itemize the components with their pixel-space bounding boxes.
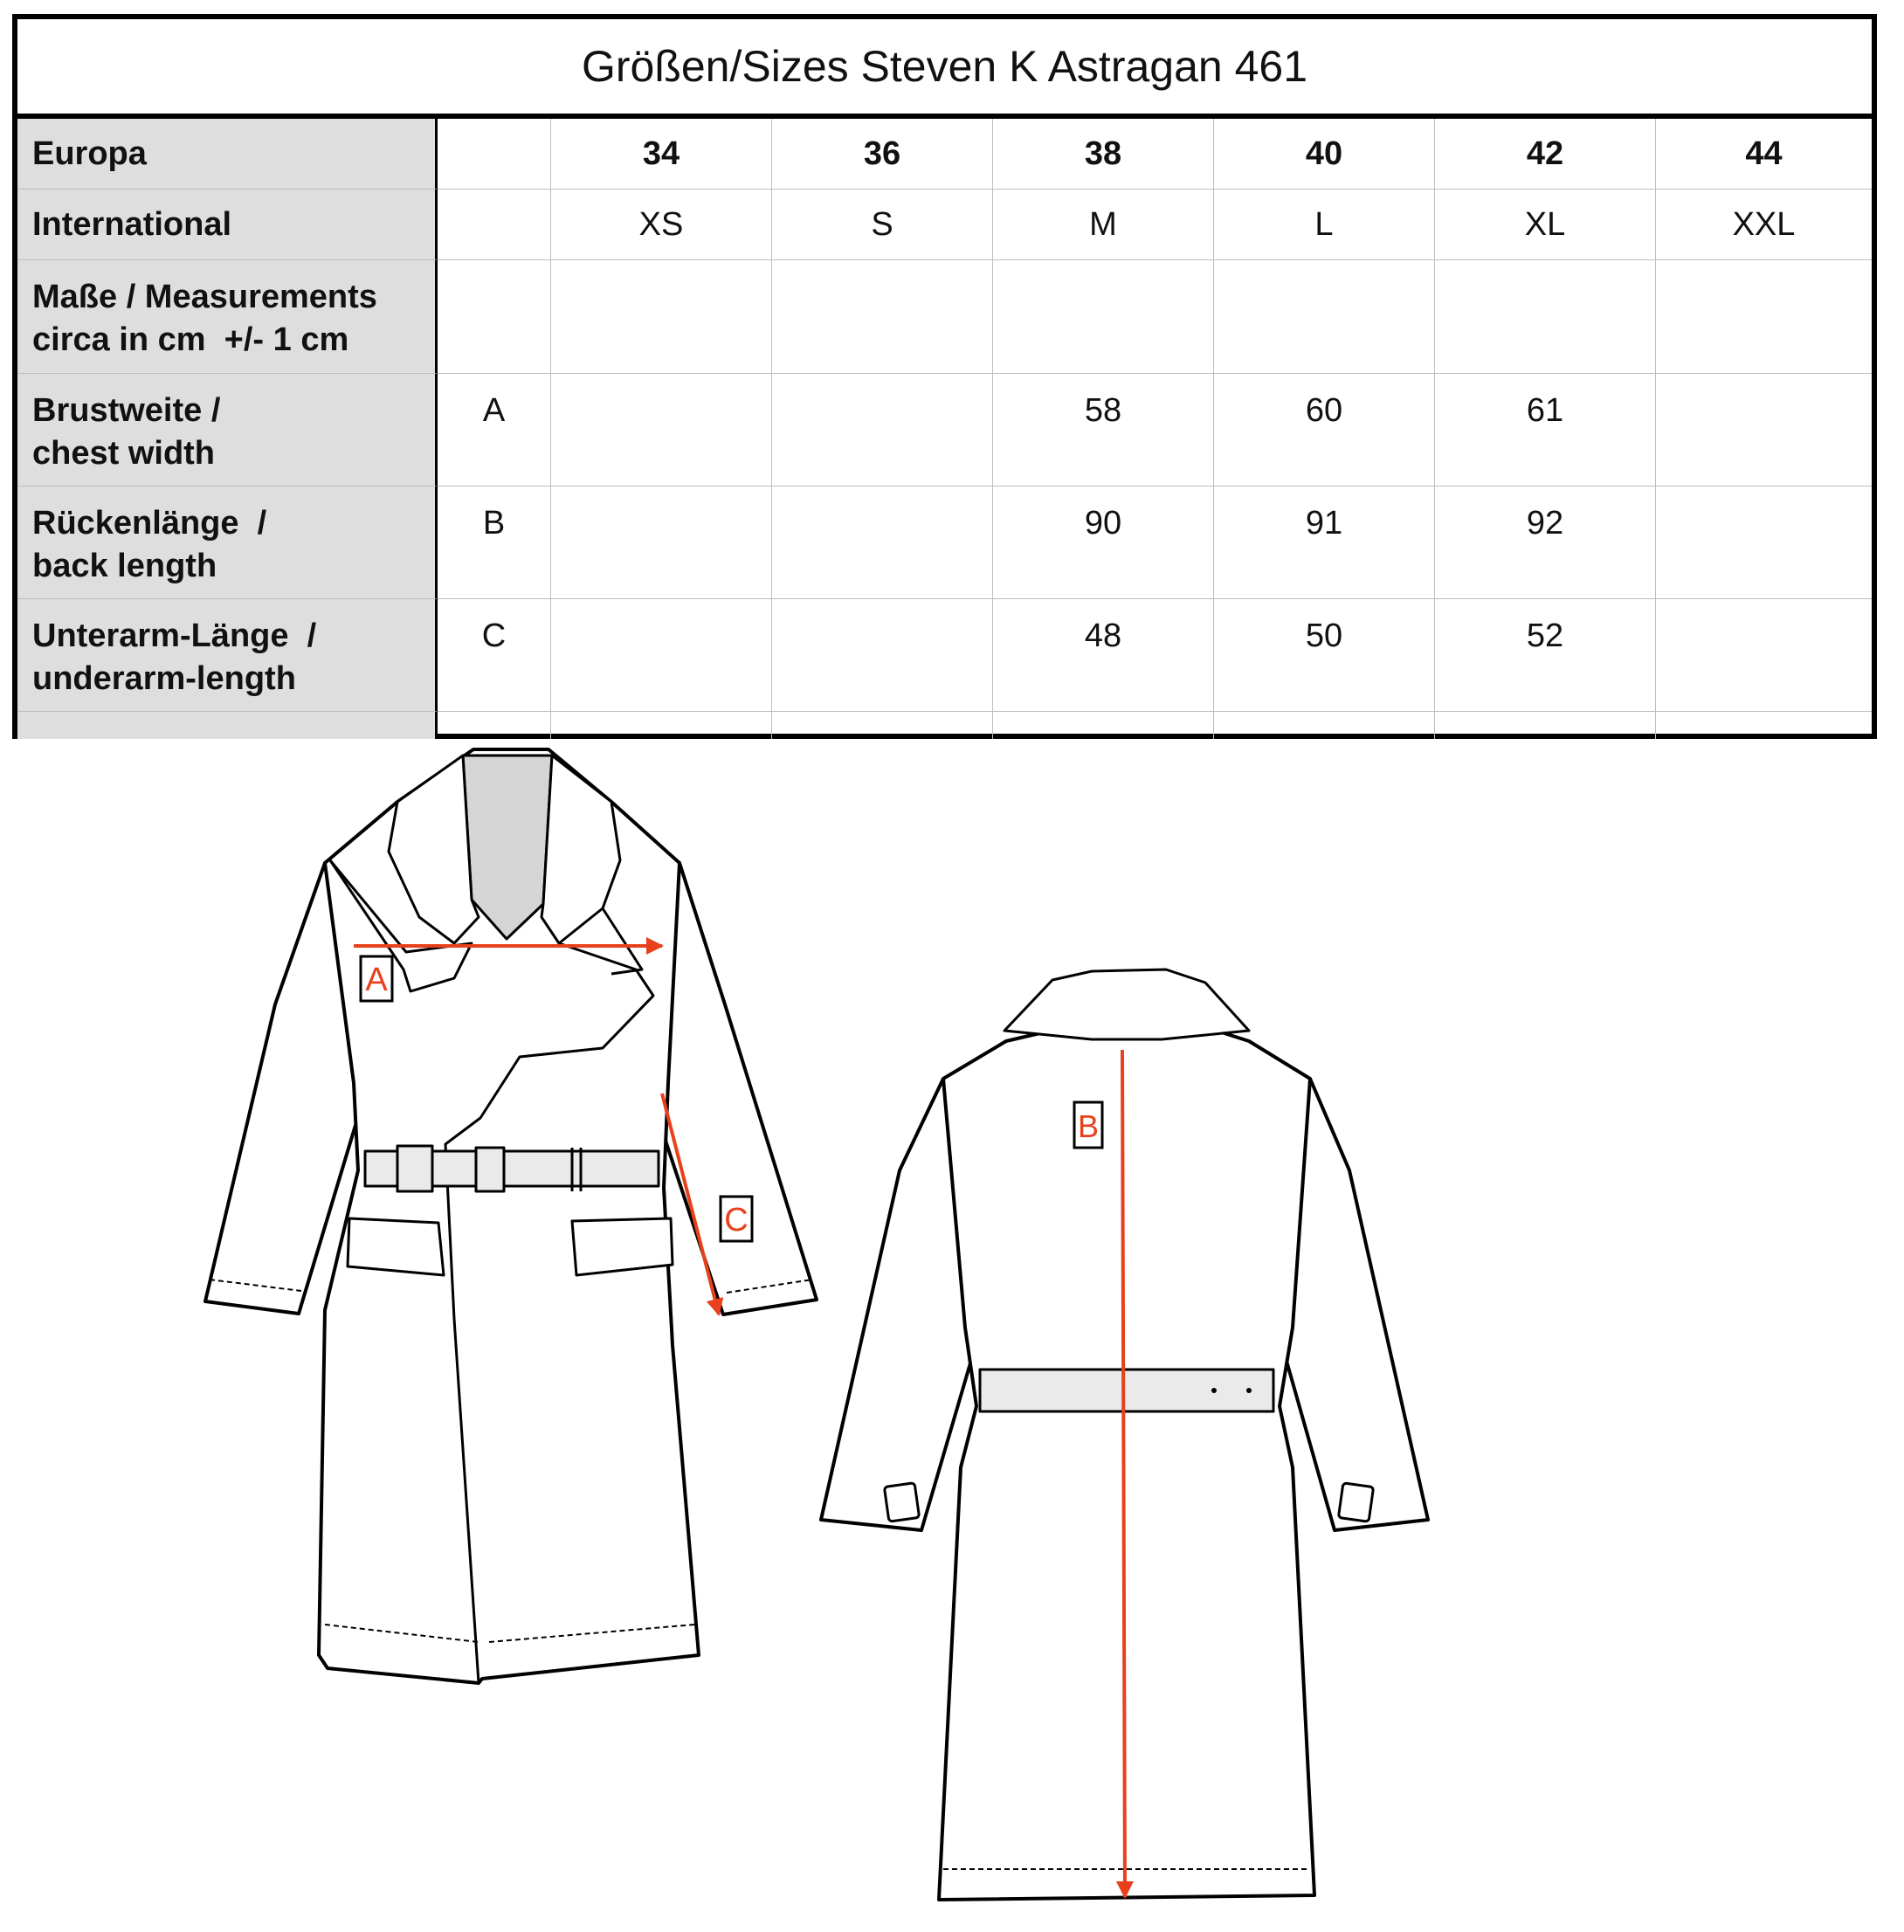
value-cell: 42: [1435, 119, 1656, 190]
spacer-cell: [551, 712, 772, 739]
value-cell: 34: [551, 119, 772, 190]
value-cell: 58: [993, 374, 1214, 486]
value-cell: [1656, 599, 1872, 712]
spacer-cell: [1435, 712, 1656, 739]
value-cell: [1214, 260, 1435, 374]
marker-a-label: A: [365, 962, 388, 998]
value-cell: 91: [1214, 486, 1435, 599]
code-cell: A: [438, 374, 551, 486]
spacer-cell: [438, 712, 551, 739]
value-cell: 90: [993, 486, 1214, 599]
marker-b-label: B: [1077, 1108, 1100, 1144]
value-cell: [551, 260, 772, 374]
value-cell: 48: [993, 599, 1214, 712]
value-cell: 36: [772, 119, 993, 190]
value-cell: XS: [551, 190, 772, 260]
value-cell: [551, 374, 772, 486]
value-cell: [772, 260, 993, 374]
row-label-measurements: Maße / Measurements circa in cm +/- 1 cm: [17, 260, 438, 374]
value-cell: 52: [1435, 599, 1656, 712]
value-cell: [993, 260, 1214, 374]
value-cell: 40: [1214, 119, 1435, 190]
spacer-cell: [1656, 712, 1872, 739]
code-cell: [438, 119, 551, 190]
value-cell: 92: [1435, 486, 1656, 599]
value-cell: S: [772, 190, 993, 260]
value-cell: [1435, 260, 1656, 374]
size-table: [12, 14, 1877, 739]
code-cell: [438, 260, 551, 374]
row-label-back-length: Rückenlänge / back length: [17, 486, 438, 599]
table-title: Größen/Sizes Steven K Astragan 461: [17, 19, 1872, 119]
value-cell: [551, 599, 772, 712]
value-cell: [1656, 374, 1872, 486]
garment-drawings: [0, 739, 1904, 1932]
row-label-underarm-length: Unterarm-Länge / underarm-length: [17, 599, 438, 712]
spacer-cell: [1214, 712, 1435, 739]
code-cell: B: [438, 486, 551, 599]
value-cell: 38: [993, 119, 1214, 190]
value-cell: [772, 486, 993, 599]
value-cell: 44: [1656, 119, 1872, 190]
value-cell: [1656, 260, 1872, 374]
value-cell: XL: [1435, 190, 1656, 260]
value-cell: [1656, 486, 1872, 599]
value-cell: [551, 486, 772, 599]
value-cell: 61: [1435, 374, 1656, 486]
value-cell: [772, 374, 993, 486]
spacer-cell: [17, 712, 438, 739]
row-label-chest-width: Brustweite / chest width: [17, 374, 438, 486]
value-cell: 60: [1214, 374, 1435, 486]
value-cell: [772, 599, 993, 712]
marker-c-label: C: [724, 1202, 748, 1239]
value-cell: L: [1214, 190, 1435, 260]
value-cell: M: [993, 190, 1214, 260]
row-label-international: International: [17, 190, 438, 260]
value-cell: 50: [1214, 599, 1435, 712]
size-grid: [17, 119, 1872, 739]
spacer-cell: [772, 712, 993, 739]
code-cell: C: [438, 599, 551, 712]
code-cell: [438, 190, 551, 260]
value-cell: XXL: [1656, 190, 1872, 260]
row-label-europa: Europa: [17, 119, 438, 190]
spacer-cell: [993, 712, 1214, 739]
